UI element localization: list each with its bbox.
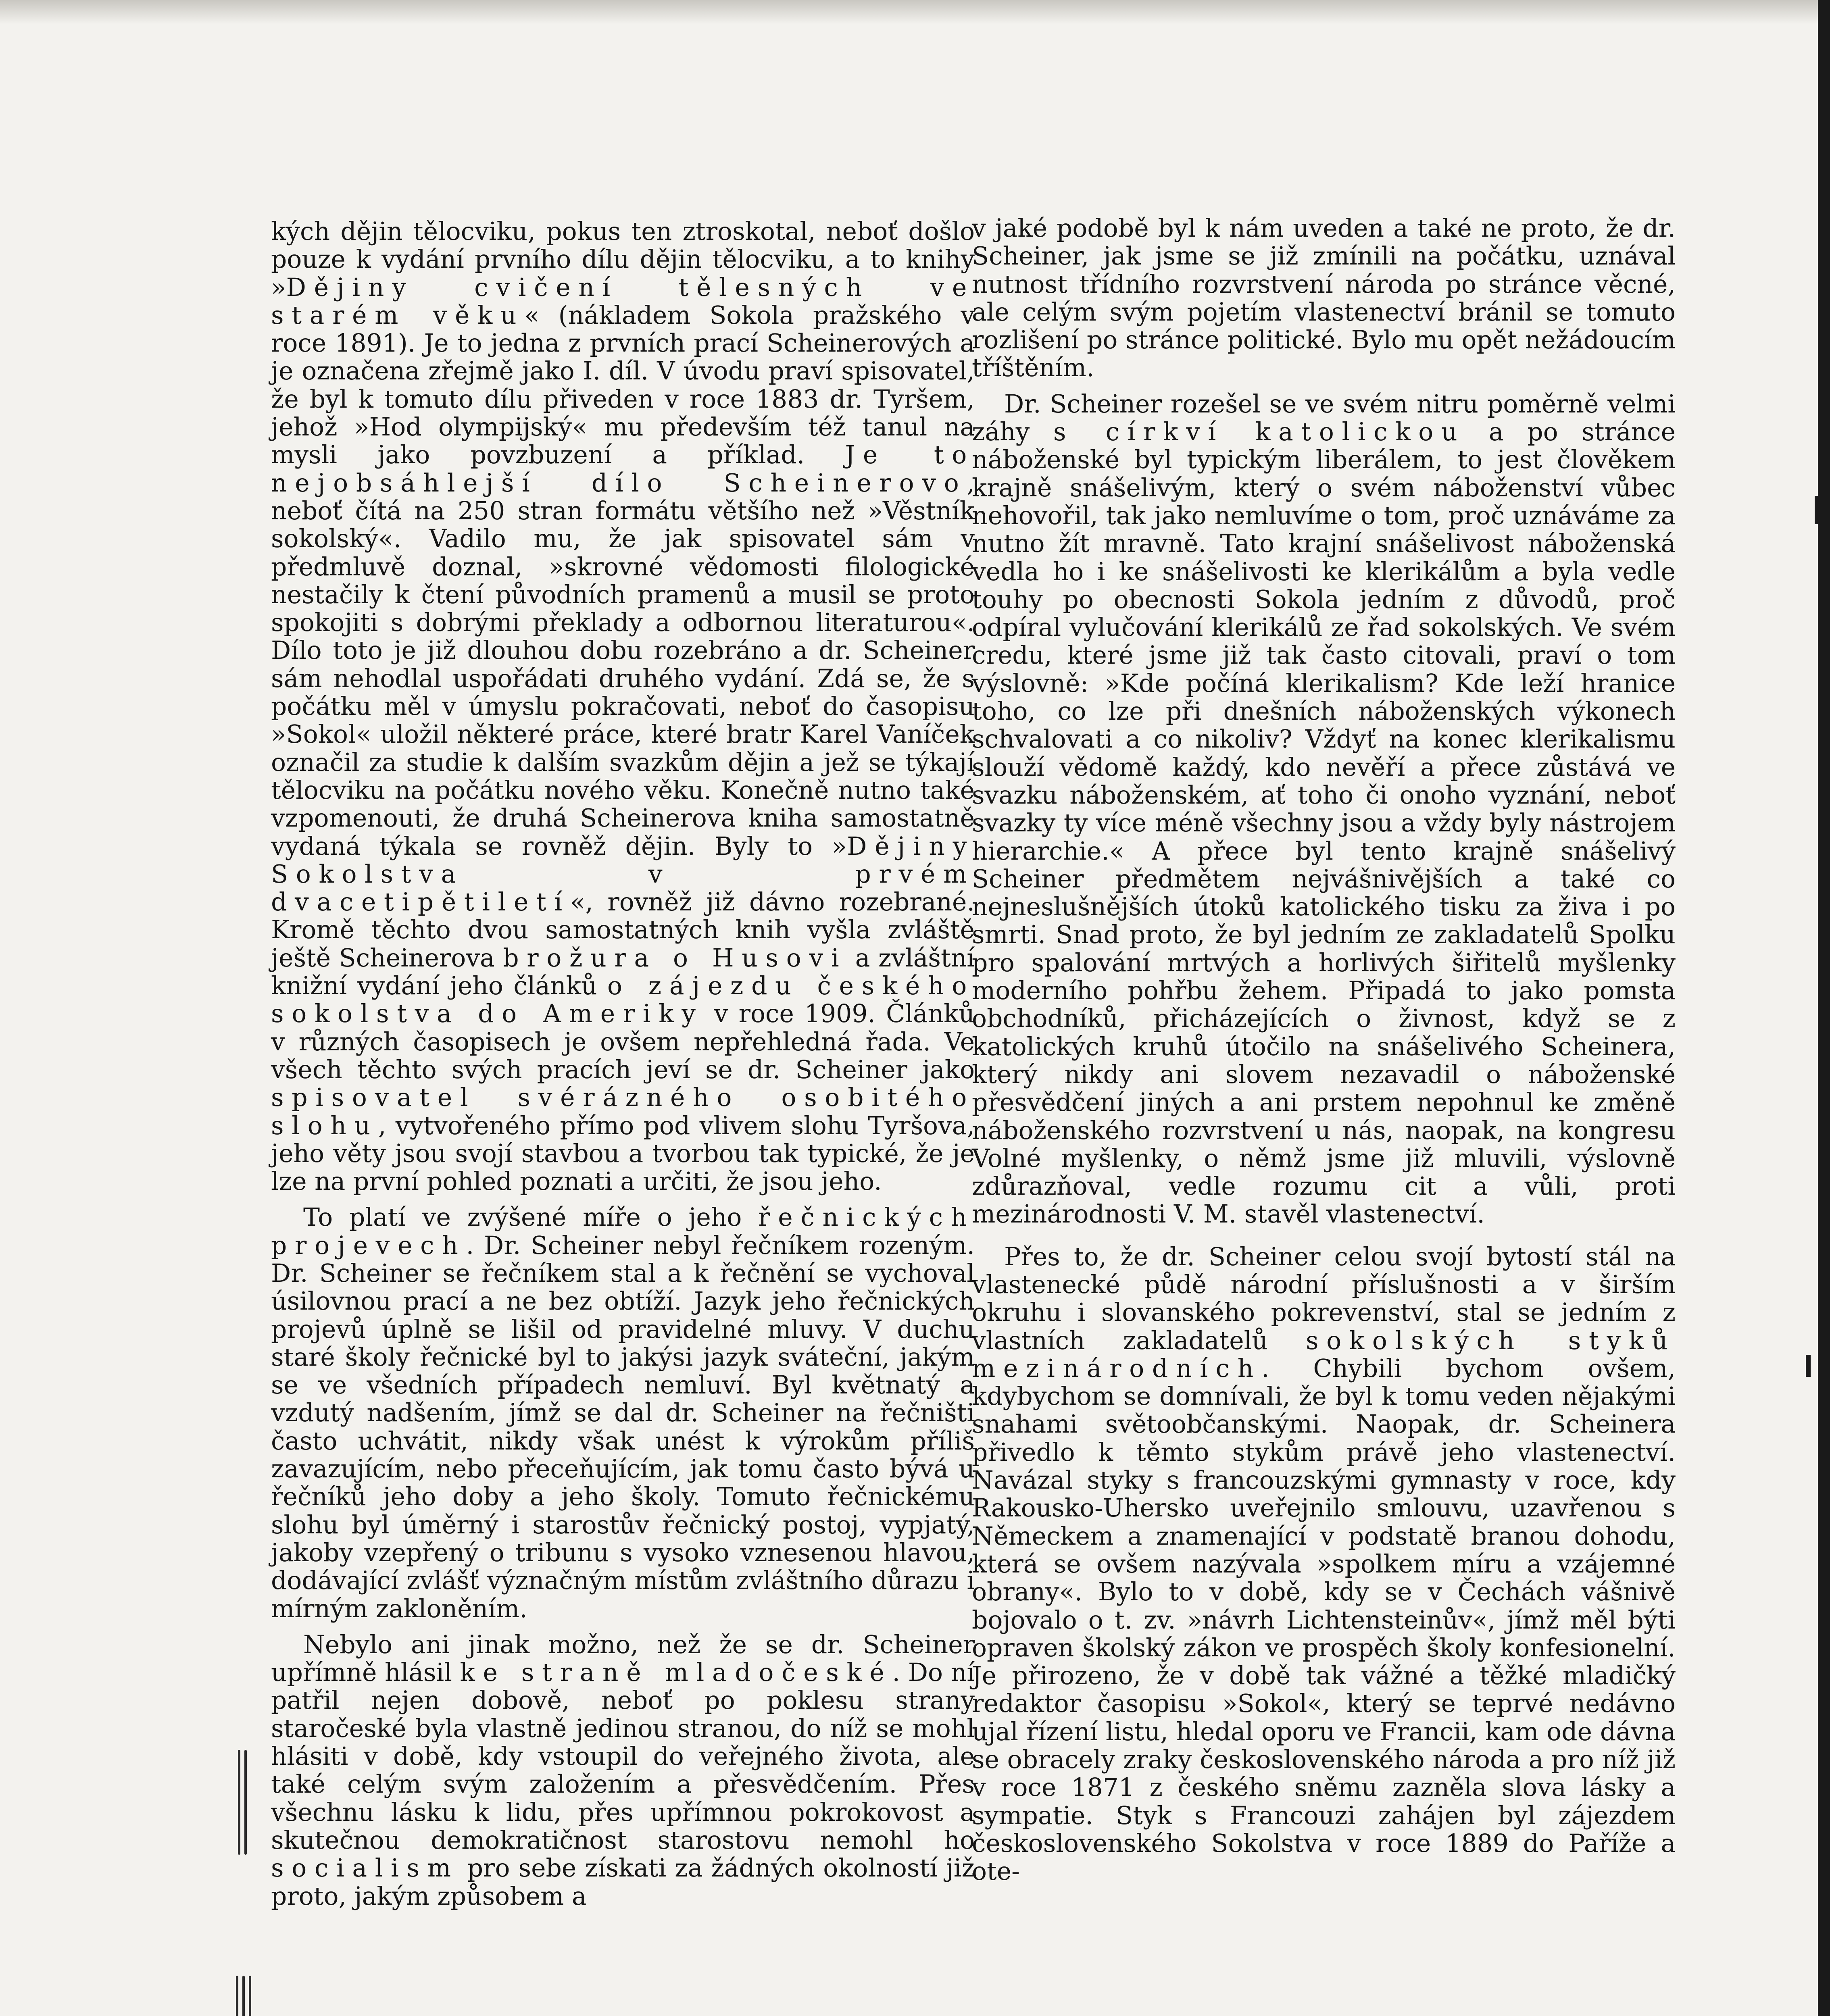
scan-top-shadow [0, 0, 1830, 24]
text-run: «, rovněž již dávno rozebrané. Kromě těchto dvou samostatných knih vyšla zvláště ještě Scheinerova [271, 887, 975, 973]
scan-artifact-mark [1815, 496, 1820, 524]
paragraph [271, 218, 975, 1195]
text-run: , vytvořeného přímo pod vlivem slohu Tyršova, jeho věty jsou svojí stavbou a tvorbou tak typické, že je lze na první pohled poznati a určiti, že jsou jeho. [271, 1111, 975, 1196]
text-run: kých dějin tělocviku, pokus ten ztroskotal, neboť došlo pouze k vydání prvního dílu dějin tělocviku, a to knihy » [271, 217, 975, 302]
spaced-emphasis-text: ke straně mladočeské [460, 1658, 892, 1687]
pencil-margin-mark [236, 1976, 260, 2016]
spaced-emphasis-text: socialism [271, 1854, 459, 1883]
right-column [972, 215, 1676, 1894]
spaced-emphasis-text: řečnických projevech [271, 1203, 975, 1260]
left-column [271, 218, 975, 1918]
text-run: Přes to, že dr. Scheiner celou svojí bytostí stál na vlastenecké půdě národní příslušnosti a v širším okruhu i slovanského pokrevenství, stal se jedním z vlastních zakladatelů [972, 1242, 1676, 1355]
paragraph [271, 1204, 975, 1622]
text-run: , neboť čítá na 250 stran formátu většího než »Věstník sokolský«. Vadilo mu, že jak spisovatel sám v předmluvě doznal, »skrovné vědomosti filologické nestačily k čtení původních pramenů a musil se proto spokojiti s dobrými překlady a odbornou literaturou«. Dílo toto je již dlouhou dobu rozebráno a dr. Scheiner sám nehodlal uspořádati druhého vydání. Zdá se, že s počátku měl v úmyslu pokračovati, neboť do časopisu »Sokol« uložil některé práce, které bratr Karel Vaníček označil za studie k dalším svazkům dějin a jež se týkají tělocviku na počátku nového věku. Konečně nutno také vzpomenouti, že druhá Scheinerova kniha samostatně vydaná týkala se rovněž dějin. Byly to » [271, 468, 975, 861]
spaced-emphasis-text: Dějiny Sokolstva v prvém dvacetipětiletí [271, 831, 975, 917]
paragraph [972, 390, 1676, 1229]
text-run: « (nákladem Sokola pražského v roce 1891). Je to jedna z prvních prací Scheinerových a je označena zřejmě jako I. díl. V úvodu praví spisovatel, že byl k tomuto dílu přiveden v roce 1883 dr. Tyršem, jehož »Hod olympijský« mu především též tanul na mysli jako povzbuzení a příklad. [271, 300, 975, 470]
text-run: Dr. Scheiner rozešel se ve svém nitru poměrně velmi záhy [972, 389, 1676, 447]
spaced-emphasis-text: Dějiny cvičení tělesných ve starém věku [271, 273, 975, 330]
paragraph [972, 1243, 1676, 1886]
text-run: . Dr. Scheiner nebyl řečníkem rozeným. Dr. Scheiner se řečníkem stal a k řečnění se vychoval úsilovnou prací a ne bez obtíží. Jazyk jeho řečnických projevů úplně se lišil od pravidelné mluvy. V duchu staré školy řečnické byl to jakýsi jazyk sváteční, jakým se ve všedních případech nemluví. Byl květnatý a vzdutý nadšením, jímž se dal dr. Scheiner na řečništi často uchvátit, nikdy však unést k výrokům příliš zavazujícím, nebo přeceňujícím, jak tomu často bývá u řečníků jeho doby a jeho školy. Tomuto řečnickému slohu byl úměrný i starostův řečnický postoj, vypjatý, jakoby vzepřený o tribunu s vysoko vznesenou hlavou, dodávající zvlášť význačným místům zvláštního důrazu i mírným zakloněním. [271, 1231, 975, 1623]
paragraph [972, 215, 1676, 382]
text-run: a po stránce náboženské byl typickým liberálem, to jest člověkem krajně snášelivým, který o svém náboženství vůbec nehovořil, tak jako nemluvíme o tom, proč uznáváme za nutno žít mravně. Tato krajní snášelivost náboženská vedla ho i ke snášelivosti ke klerikálům a byla vedle touhy po obecnosti Sokola jedním z důvodů, proč odpíral vylučování klerikálů ze řad sokolských. Ve svém credu, které jsme již tak často citovali, praví o tom výslovně: »Kde počíná klerikalism? Kde leží hranice toho, co lze při dnešních náboženských výkonech schvalovati a co nikoliv? Vždyť na konec klerikalismu slouží vědomě každý, kdo nevěří a přece zůstává ve svazku náboženském, ať toho či onoho vyznání, neboť svazky ty více méně všechny jsou a vždy byly nástrojem hierarchie.« A přece byl tento krajně snášelivý Scheiner předmětem nejvášnivějších a také co nejneslušnějších útoků katolického tisku za živa i po smrti. Snad proto, že byl jedním ze zakladatelů Spolku pro spalování mrtvých a horlivých šiřitelů myšlenky moderního pohřbu žehem. Připadá to jako pomsta obchodníků, přicházejících o živnost, když se z katolických kruhů útočilo na snášelivého Scheinera, který nikdy ani slovem nezavadil o náboženské přesvědčení jiných a ani prstem nepohnul ke změně náboženského rozvrstvení u nás, naopak, na kongresu Volné myšlenky, o němž jsme již mluvili, výslovně zdůrazňoval, vedle rozumu cit a vůli, proti mezinárodnosti V. M. stavěl vlastenectví. [972, 417, 1676, 1229]
spaced-emphasis-text: Je to nejobsáhlejší dílo Scheinerovo [271, 440, 975, 498]
spaced-emphasis-text: spisovatel svérázného osobitého slohu [271, 1083, 975, 1140]
spaced-emphasis-text: sokolských styků mezinárodních [972, 1326, 1676, 1383]
text-run: Nebylo ani jinak možno, než že se dr. Scheiner upřímně hlásil [271, 1630, 975, 1687]
text-run: pro sebe získati za žádných okolností již proto, jakým způsobem a [271, 1854, 975, 1911]
scan-artifact-mark [1806, 1355, 1811, 1377]
pencil-margin-mark [238, 1750, 262, 1857]
spaced-emphasis-text: s církví katolickou [1053, 417, 1465, 447]
scan-right-border [1818, 0, 1830, 2016]
spaced-emphasis-text: o zájezdu českého sokolstva do Ameriky [271, 971, 975, 1029]
text-run: . Chybili bychom ovšem, kdybychom se domnívali, že byl k tomu veden nějakými snahami světoobčanskými. Naopak, dr. Scheinera přivedlo k těmto stykům právě jeho vlastenectví. Navázal styky s francouzskými gymnasty v roce, kdy Rakousko-Uhersko uveřejnilo smlouvu, uzavřenou s Německem a znamenající v podstatě branou dohodu, která se ovšem nazývala »spolkem míru a vzájemné obrany«. Bylo to v době, kdy se v Čechách vášnivě bojovalo o t. zv. »návrh Lichtensteinův«, jímž měl býti opraven školský zákon ve prospěch školy konfesionelní. Je přirozeno, že v době tak vážné a těžké mladičký redaktor časopisu »Sokol«, který se teprvé nedávno ujal řízení listu, hledal oporu ve Francii, kam ode dávna se obracely zraky československého národa a pro níž již v roce 1871 z českého sněmu zazněla slova lásky a sympatie. Styk s Francouzi zahájen byl zájezdem československého Sokolstva v roce 1889 do Paříže a ote- [972, 1354, 1676, 1886]
spaced-emphasis-text: brožura o Husovi [503, 943, 847, 973]
text-run: v roce 1909. Článků v různých časopisech je ovšem nepřehledná řada. Ve všech těchto svých pracích jeví se dr. Scheiner jako [271, 999, 975, 1084]
text-run: v jaké podobě byl k nám uveden a také ne proto, že dr. Scheiner, jak jsme se již zmínili na počátku, uznával nutnost třídního rozvrstvení národa po stránce věcné, ale celým svým pojetím vlastenectví bránil se tomuto rozlišení po stránce politické. Bylo mu opět nežádoucím tříštěním. [972, 214, 1676, 383]
text-run: a zvláštní knižní vydání jeho článků [271, 943, 975, 1001]
text-run: To platí ve zvýšené míře o jeho [303, 1203, 759, 1232]
text-run: . Do ní patřil nejen dobově, neboť po poklesu strany staročeské byla vlastně jedinou stranou, do níž se mohl hlásiti v době, kdy vstoupil do veřejného života, ale také celým svým založením a přesvědčením. Přes všechnu lásku k lidu, přes upřímnou pokrokovost a skutečnou demokratičnost starostovu nemohl ho [271, 1658, 975, 1855]
paragraph [271, 1631, 975, 1910]
